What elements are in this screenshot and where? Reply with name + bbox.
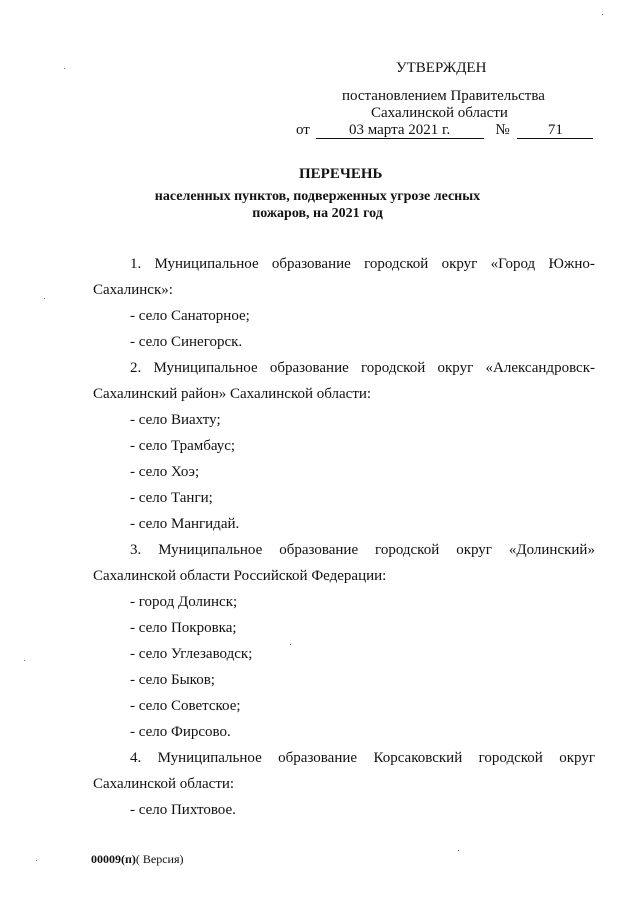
section-3-heading-line1: 3. Муниципальное образование городской округ «Долинский» xyxy=(130,542,595,558)
scan-speck xyxy=(64,68,65,69)
list-item: - село Пихтовое. xyxy=(130,802,236,818)
document-title: ПЕРЕЧЕНЬ xyxy=(299,166,383,182)
approval-date: 03 марта 2021 г. xyxy=(316,123,484,139)
approval-title: УТВЕРЖДЕН xyxy=(396,60,487,76)
scan-speck xyxy=(44,298,45,299)
scan-speck xyxy=(290,644,291,645)
document-footer xyxy=(91,852,184,867)
document-code: 00009(п) xyxy=(91,852,136,866)
list-item: - село Быков; xyxy=(130,672,215,688)
section-4-heading-line2: Сахалинской области: xyxy=(93,776,235,792)
list-item: - город Долинск; xyxy=(130,594,238,610)
document-subtitle-line2: пожаров, на 2021 год xyxy=(252,206,383,221)
list-item: - село Мангидай. xyxy=(130,516,240,532)
section-3-heading-line2: Сахалинской области Российской Федерации: xyxy=(93,568,387,584)
section-2-heading-line2: Сахалинский район» Сахалинской области: xyxy=(93,386,372,402)
approval-ot: от xyxy=(296,122,310,138)
approval-number-sign: № xyxy=(495,122,510,138)
document-version: ( Версия) xyxy=(135,852,184,866)
approval-decree-line: постановлением Правительства xyxy=(342,88,545,104)
list-item: - село Трамбаус; xyxy=(130,438,236,454)
section-1-heading-line2: Сахалинск»: xyxy=(93,282,173,298)
list-item: - село Синегорск. xyxy=(130,334,243,350)
document-subtitle-line1: населенных пунктов, подверженных угрозе лесных xyxy=(154,189,481,204)
scan-speck xyxy=(36,860,37,861)
section-1-heading-line1: 1. Муниципальное образование городской округ «Город Южно- xyxy=(130,256,595,272)
list-item: - село Покровка; xyxy=(130,620,237,636)
list-item: - село Виахту; xyxy=(130,412,221,428)
list-item: - село Хоэ; xyxy=(130,464,200,480)
approval-number: 71 xyxy=(517,123,593,139)
list-item: - село Советское; xyxy=(130,698,241,714)
approval-region-line: Сахалинской области xyxy=(371,105,508,121)
list-item: - село Фирсово. xyxy=(130,724,231,740)
list-item: - село Углезаводск; xyxy=(130,646,253,662)
approval-date-line xyxy=(296,122,593,139)
scan-speck xyxy=(24,660,25,661)
section-2-heading-line1: 2. Муниципальное образование городской округ «Александровск- xyxy=(130,360,595,376)
list-item: - село Санаторное; xyxy=(130,308,250,324)
list-item: - село Танги; xyxy=(130,490,213,506)
section-4-heading-line1: 4. Муниципальное образование Корсаковский городской округ xyxy=(130,750,595,766)
scan-speck xyxy=(458,850,459,851)
scan-speck xyxy=(602,14,603,15)
